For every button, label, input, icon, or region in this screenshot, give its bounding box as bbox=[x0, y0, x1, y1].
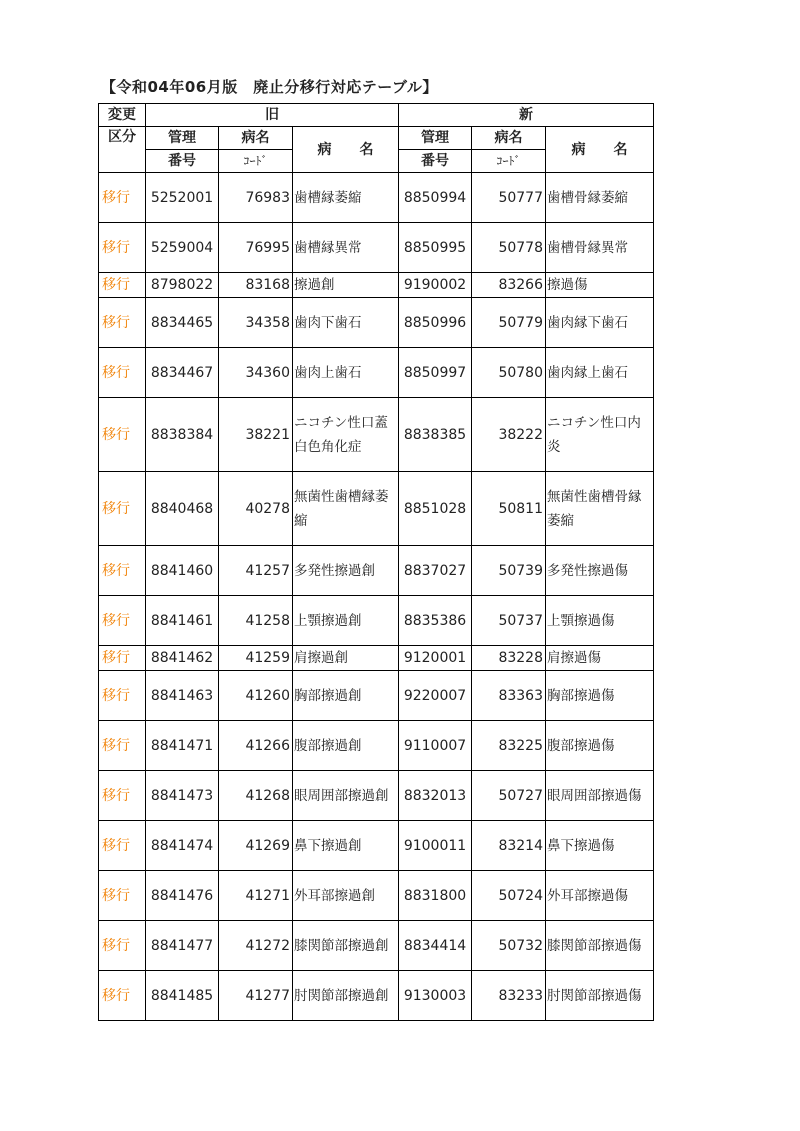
old-code-cell: 41271 bbox=[219, 871, 293, 921]
new-name-cell: 歯肉縁下歯石 bbox=[546, 298, 654, 348]
new-name-cell: 擦過傷 bbox=[546, 273, 654, 298]
table-row bbox=[99, 273, 654, 298]
new-name-cell: 歯肉縁上歯石 bbox=[546, 348, 654, 398]
table-row bbox=[99, 771, 654, 821]
old-id-cell: 8840468 bbox=[146, 472, 219, 546]
new-id-cell: 8835386 bbox=[399, 596, 472, 646]
change-cell: 移行 bbox=[99, 971, 146, 1021]
old-code-cell: 41257 bbox=[219, 546, 293, 596]
old-name-cell: 歯槽縁萎縮 bbox=[293, 173, 399, 223]
header-change: 変更 bbox=[99, 104, 146, 127]
table-row bbox=[99, 871, 654, 921]
new-code-cell: 38222 bbox=[472, 398, 546, 472]
old-name-cell: 外耳部擦過創 bbox=[293, 871, 399, 921]
table-row bbox=[99, 348, 654, 398]
header-new-code: ｺｰﾄﾞ bbox=[472, 150, 546, 173]
table-row bbox=[99, 971, 654, 1021]
new-name-cell: ニコチン性口内炎 bbox=[546, 398, 654, 472]
new-code-cell: 50732 bbox=[472, 921, 546, 971]
old-id-cell: 8841460 bbox=[146, 546, 219, 596]
table-row bbox=[99, 472, 654, 546]
new-id-cell: 9120001 bbox=[399, 646, 472, 671]
table-body bbox=[99, 173, 654, 1021]
new-name-cell: 胸部擦過傷 bbox=[546, 671, 654, 721]
header-new-kanri: 管理 bbox=[399, 127, 472, 150]
change-cell: 移行 bbox=[99, 398, 146, 472]
table-row bbox=[99, 398, 654, 472]
new-id-cell: 8850995 bbox=[399, 223, 472, 273]
old-code-cell: 41260 bbox=[219, 671, 293, 721]
new-name-cell: 肩擦過傷 bbox=[546, 646, 654, 671]
old-name-cell: 膝関節部擦過創 bbox=[293, 921, 399, 971]
header-old-kanri: 管理 bbox=[146, 127, 219, 150]
new-id-cell: 9110007 bbox=[399, 721, 472, 771]
old-name-cell: 多発性擦過創 bbox=[293, 546, 399, 596]
new-code-cell: 50737 bbox=[472, 596, 546, 646]
new-name-cell: 腹部擦過傷 bbox=[546, 721, 654, 771]
change-cell: 移行 bbox=[99, 596, 146, 646]
new-name-cell: 歯槽骨縁萎縮 bbox=[546, 173, 654, 223]
new-name-cell: 肘関節部擦過傷 bbox=[546, 971, 654, 1021]
new-name-cell: 鼻下擦過傷 bbox=[546, 821, 654, 871]
old-name-cell: 歯肉下歯石 bbox=[293, 298, 399, 348]
old-name-cell: 眼周囲部擦過創 bbox=[293, 771, 399, 821]
migration-table bbox=[98, 103, 654, 1021]
new-code-cell: 50778 bbox=[472, 223, 546, 273]
new-code-cell: 83214 bbox=[472, 821, 546, 871]
table-row bbox=[99, 173, 654, 223]
old-id-cell: 8834467 bbox=[146, 348, 219, 398]
old-name-cell: 歯肉上歯石 bbox=[293, 348, 399, 398]
header-old-byomei: 病名 bbox=[219, 127, 293, 150]
table-row bbox=[99, 298, 654, 348]
change-cell: 移行 bbox=[99, 921, 146, 971]
new-code-cell: 50777 bbox=[472, 173, 546, 223]
old-name-cell: ニコチン性口蓋白色角化症 bbox=[293, 398, 399, 472]
header-new-bango: 番号 bbox=[399, 150, 472, 173]
old-id-cell: 8841474 bbox=[146, 821, 219, 871]
old-code-cell: 34358 bbox=[219, 298, 293, 348]
new-id-cell: 8850994 bbox=[399, 173, 472, 223]
new-id-cell: 8838385 bbox=[399, 398, 472, 472]
new-name-cell: 膝関節部擦過傷 bbox=[546, 921, 654, 971]
old-name-cell: 鼻下擦過創 bbox=[293, 821, 399, 871]
new-name-cell: 眼周囲部擦過傷 bbox=[546, 771, 654, 821]
change-cell: 移行 bbox=[99, 273, 146, 298]
old-id-cell: 8841473 bbox=[146, 771, 219, 821]
old-code-cell: 41277 bbox=[219, 971, 293, 1021]
old-code-cell: 40278 bbox=[219, 472, 293, 546]
new-id-cell: 9190002 bbox=[399, 273, 472, 298]
new-code-cell: 83363 bbox=[472, 671, 546, 721]
change-cell: 移行 bbox=[99, 348, 146, 398]
new-code-cell: 50779 bbox=[472, 298, 546, 348]
old-name-cell: 肩擦過創 bbox=[293, 646, 399, 671]
new-id-cell: 8831800 bbox=[399, 871, 472, 921]
old-code-cell: 76983 bbox=[219, 173, 293, 223]
new-id-cell: 8834414 bbox=[399, 921, 472, 971]
new-code-cell: 50739 bbox=[472, 546, 546, 596]
new-name-cell: 外耳部擦過傷 bbox=[546, 871, 654, 921]
old-id-cell: 8841471 bbox=[146, 721, 219, 771]
new-code-cell: 50727 bbox=[472, 771, 546, 821]
table-row bbox=[99, 596, 654, 646]
change-cell: 移行 bbox=[99, 821, 146, 871]
old-code-cell: 34360 bbox=[219, 348, 293, 398]
new-id-cell: 8850996 bbox=[399, 298, 472, 348]
table-row bbox=[99, 821, 654, 871]
new-code-cell: 83228 bbox=[472, 646, 546, 671]
new-name-cell: 歯槽骨縁異常 bbox=[546, 223, 654, 273]
header-old-name: 病 名 bbox=[293, 127, 399, 173]
old-name-cell: 歯槽縁異常 bbox=[293, 223, 399, 273]
old-id-cell: 5252001 bbox=[146, 173, 219, 223]
old-id-cell: 5259004 bbox=[146, 223, 219, 273]
old-code-cell: 41268 bbox=[219, 771, 293, 821]
header-old-code: ｺｰﾄﾞ bbox=[219, 150, 293, 173]
header-old-bango: 番号 bbox=[146, 150, 219, 173]
change-cell: 移行 bbox=[99, 871, 146, 921]
table-row bbox=[99, 646, 654, 671]
new-name-cell: 上顎擦過傷 bbox=[546, 596, 654, 646]
new-id-cell: 8837027 bbox=[399, 546, 472, 596]
new-code-cell: 50811 bbox=[472, 472, 546, 546]
old-id-cell: 8841461 bbox=[146, 596, 219, 646]
new-id-cell: 9100011 bbox=[399, 821, 472, 871]
change-cell: 移行 bbox=[99, 721, 146, 771]
header-new-name: 病 名 bbox=[546, 127, 654, 173]
header-row-1 bbox=[99, 104, 654, 127]
old-name-cell: 上顎擦過創 bbox=[293, 596, 399, 646]
old-code-cell: 41272 bbox=[219, 921, 293, 971]
old-code-cell: 41258 bbox=[219, 596, 293, 646]
old-name-cell: 擦過創 bbox=[293, 273, 399, 298]
old-id-cell: 8841462 bbox=[146, 646, 219, 671]
change-cell: 移行 bbox=[99, 298, 146, 348]
header-new-byomei: 病名 bbox=[472, 127, 546, 150]
page-title: 【令和04年06月版 廃止分移行対応テーブル】 bbox=[101, 78, 438, 96]
new-code-cell: 50780 bbox=[472, 348, 546, 398]
old-name-cell: 胸部擦過創 bbox=[293, 671, 399, 721]
old-code-cell: 41266 bbox=[219, 721, 293, 771]
new-name-cell: 無菌性歯槽骨縁萎縮 bbox=[546, 472, 654, 546]
header-category: 区分 bbox=[99, 127, 146, 173]
old-name-cell: 腹部擦過創 bbox=[293, 721, 399, 771]
change-cell: 移行 bbox=[99, 546, 146, 596]
new-id-cell: 8832013 bbox=[399, 771, 472, 821]
new-id-cell: 8851028 bbox=[399, 472, 472, 546]
change-cell: 移行 bbox=[99, 671, 146, 721]
old-code-cell: 83168 bbox=[219, 273, 293, 298]
table-row bbox=[99, 721, 654, 771]
new-code-cell: 83233 bbox=[472, 971, 546, 1021]
new-name-cell: 多発性擦過傷 bbox=[546, 546, 654, 596]
new-id-cell: 9130003 bbox=[399, 971, 472, 1021]
change-cell: 移行 bbox=[99, 771, 146, 821]
old-id-cell: 8798022 bbox=[146, 273, 219, 298]
header-new: 新 bbox=[399, 104, 654, 127]
change-cell: 移行 bbox=[99, 223, 146, 273]
header-old: 旧 bbox=[146, 104, 399, 127]
table-row bbox=[99, 223, 654, 273]
new-code-cell: 50724 bbox=[472, 871, 546, 921]
change-cell: 移行 bbox=[99, 173, 146, 223]
old-id-cell: 8841476 bbox=[146, 871, 219, 921]
old-id-cell: 8841463 bbox=[146, 671, 219, 721]
table-row bbox=[99, 546, 654, 596]
new-id-cell: 8850997 bbox=[399, 348, 472, 398]
new-id-cell: 9220007 bbox=[399, 671, 472, 721]
new-code-cell: 83266 bbox=[472, 273, 546, 298]
old-id-cell: 8841477 bbox=[146, 921, 219, 971]
change-cell: 移行 bbox=[99, 646, 146, 671]
old-code-cell: 41259 bbox=[219, 646, 293, 671]
old-id-cell: 8841485 bbox=[146, 971, 219, 1021]
table-row bbox=[99, 921, 654, 971]
old-id-cell: 8838384 bbox=[146, 398, 219, 472]
header-row-2 bbox=[99, 127, 654, 150]
old-id-cell: 8834465 bbox=[146, 298, 219, 348]
old-name-cell: 無菌性歯槽縁萎縮 bbox=[293, 472, 399, 546]
change-cell: 移行 bbox=[99, 472, 146, 546]
old-code-cell: 41269 bbox=[219, 821, 293, 871]
old-code-cell: 38221 bbox=[219, 398, 293, 472]
table-row bbox=[99, 671, 654, 721]
old-name-cell: 肘関節部擦過創 bbox=[293, 971, 399, 1021]
old-code-cell: 76995 bbox=[219, 223, 293, 273]
new-code-cell: 83225 bbox=[472, 721, 546, 771]
